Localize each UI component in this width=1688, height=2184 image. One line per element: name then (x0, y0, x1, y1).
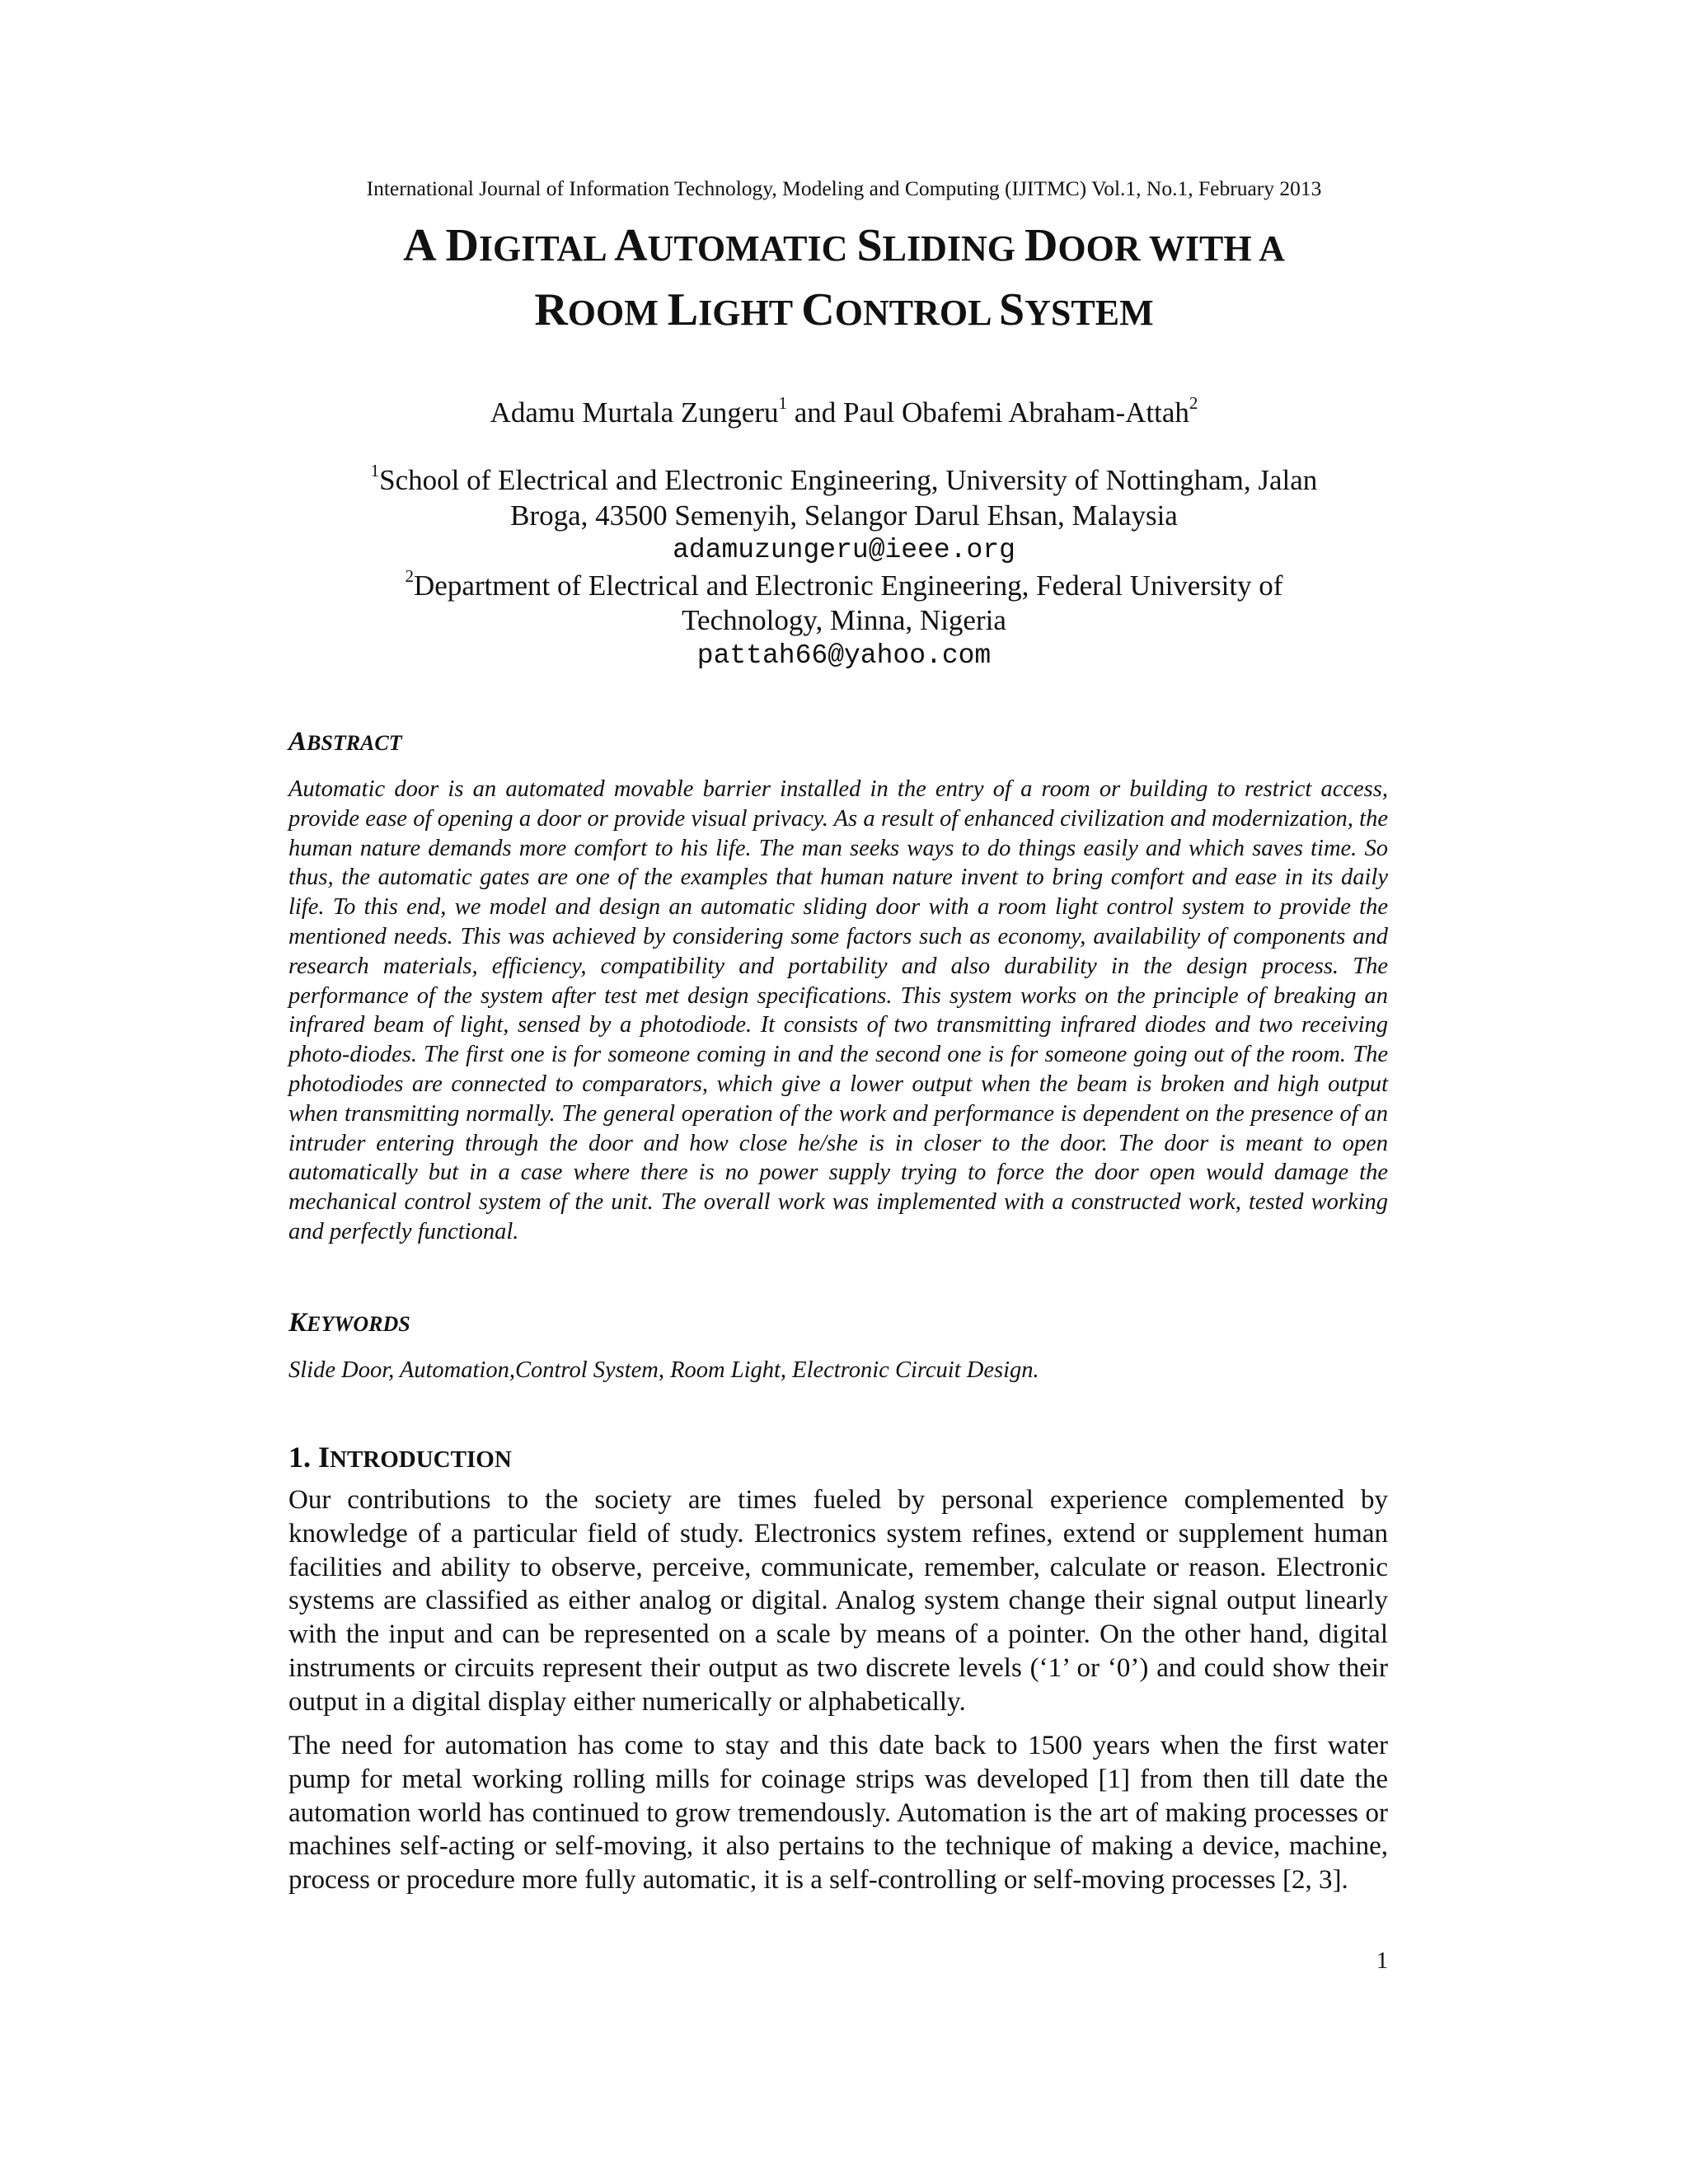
abstract-text: Automatic door is an automated movable barrier installed in the entry of a room or building to restrict access, provide ease of opening a door or provide visual privacy. As a result of enhanced civilization and modernization, the human nature demands more comfort to his life. The man seeks ways to do things easily and which saves time. So thus, the automatic gates are one of the examples that human nature invent to bring comfort and ease in its daily life. To this end, we model and design an automatic sliding door with a room light control system to provide the mentioned needs. This was achieved by considering some factors such as economy, availability of components and research materials, efficiency, compatibility and portability and also durability in the design process. The performance of the system after test met design specifications. This system works on the principle of breaking an infrared beam of light, sensed by a photodiode. It consists of two transmitting infrared diodes and two receiving photo-diodes. The first one is for someone coming in and the second one is for someone going out of the room. The photodiodes are connected to comparators, which give a lower output when the beam is broken and high output when transmitting normally. The general operation of the work and performance is dependent on the presence of an intruder entering through the door and how close he/she is in closer to the door. The door is meant to open automatically but in a case where there is no power supply trying to force the door open would damage the mechanical control system of the unit. The overall work was implemented with a constructed work, tested working and perfectly functional. (288, 776, 1388, 1244)
keywords-text: Slide Door, Automation,Control System, Room Light, Electronic Circuit Design. (288, 1357, 1039, 1383)
affiliation-2 (0, 565, 1688, 674)
title-line-2: ROOM LIGHT CONTROL SYSTEM (534, 284, 1154, 335)
running-header: International Journal of Information Technology, Modeling and Computing (IJITMC) Vol.1, No.1, February 2013 (366, 176, 1322, 200)
introduction-heading: 1. INTRODUCTION (288, 1441, 512, 1474)
author-email[interactable]: pattah66@yahoo.com (696, 640, 992, 671)
affiliation-marker: 2 (405, 565, 415, 586)
title-line-1: A DIGITAL AUTOMATIC SLIDING DOOR WITH A (403, 220, 1285, 271)
affiliation-line: Broga, 43500 Semenyih, Selangor Darul Ehsan, Malaysia (510, 499, 1178, 532)
intro-paragraph: Our contributions to the society are times fueled by personal experience complemented by knowledge of a particular field of study. Electronics system refines, extend or supplement human facilities and ability to observe, perceive, communicate, remember, calculate or reason. Electronic systems are classified as either analog or digital. Analog system change their signal output linearly with the input and can be represented on a scale by means of a pointer. On the other hand, digital instruments or circuits represent their output as two discrete levels (‘1’ or ‘0’) and could show their output in a digital display either numerically or alphabetically. (288, 1485, 1388, 1717)
affiliation-marker: 2 (1189, 393, 1198, 414)
intro-paragraph: The need for automation has come to stay and this date back to 1500 years when the first water pump for metal working rolling mills for coinage strips was developed [1] from then till date the automation world has continued to grow tremendously. Automation is the art of making processes or machines self-acting or self-moving, it also pertains to the technique of making a device, machine, process or procedure more fully automatic, it is a self-controlling or self-moving processes [2, 3]. (288, 1731, 1388, 1896)
affiliation-line: $^1$School of Electrical and Electronic Engineering, University of Nottingham, Jalan (370, 461, 1318, 496)
author-email[interactable]: adamuzungeru@ieee.org (673, 535, 1015, 565)
author-name: Adamu Murtala Zungeru (490, 396, 779, 429)
author-name: Paul Obafemi Abraham-Attah (843, 396, 1189, 429)
paper-title (0, 219, 1688, 348)
page-number: 1 (1376, 1948, 1388, 1974)
affiliation-line: Technology, Minna, Nigeria (682, 604, 1006, 636)
affiliation-marker: 1 (778, 393, 787, 414)
affiliation-line: $^2$Department of Electrical and Electronic Engineering, Federal University of (405, 565, 1283, 602)
keywords-heading: KEYWORDS (288, 1308, 410, 1338)
abstract-heading: ABSTRACT (288, 727, 402, 757)
affiliation-1 (0, 463, 1688, 569)
author-connector: and (786, 396, 844, 429)
author-list (0, 394, 1688, 432)
affiliation-marker: 1 (370, 461, 380, 481)
affiliations (0, 463, 1688, 673)
